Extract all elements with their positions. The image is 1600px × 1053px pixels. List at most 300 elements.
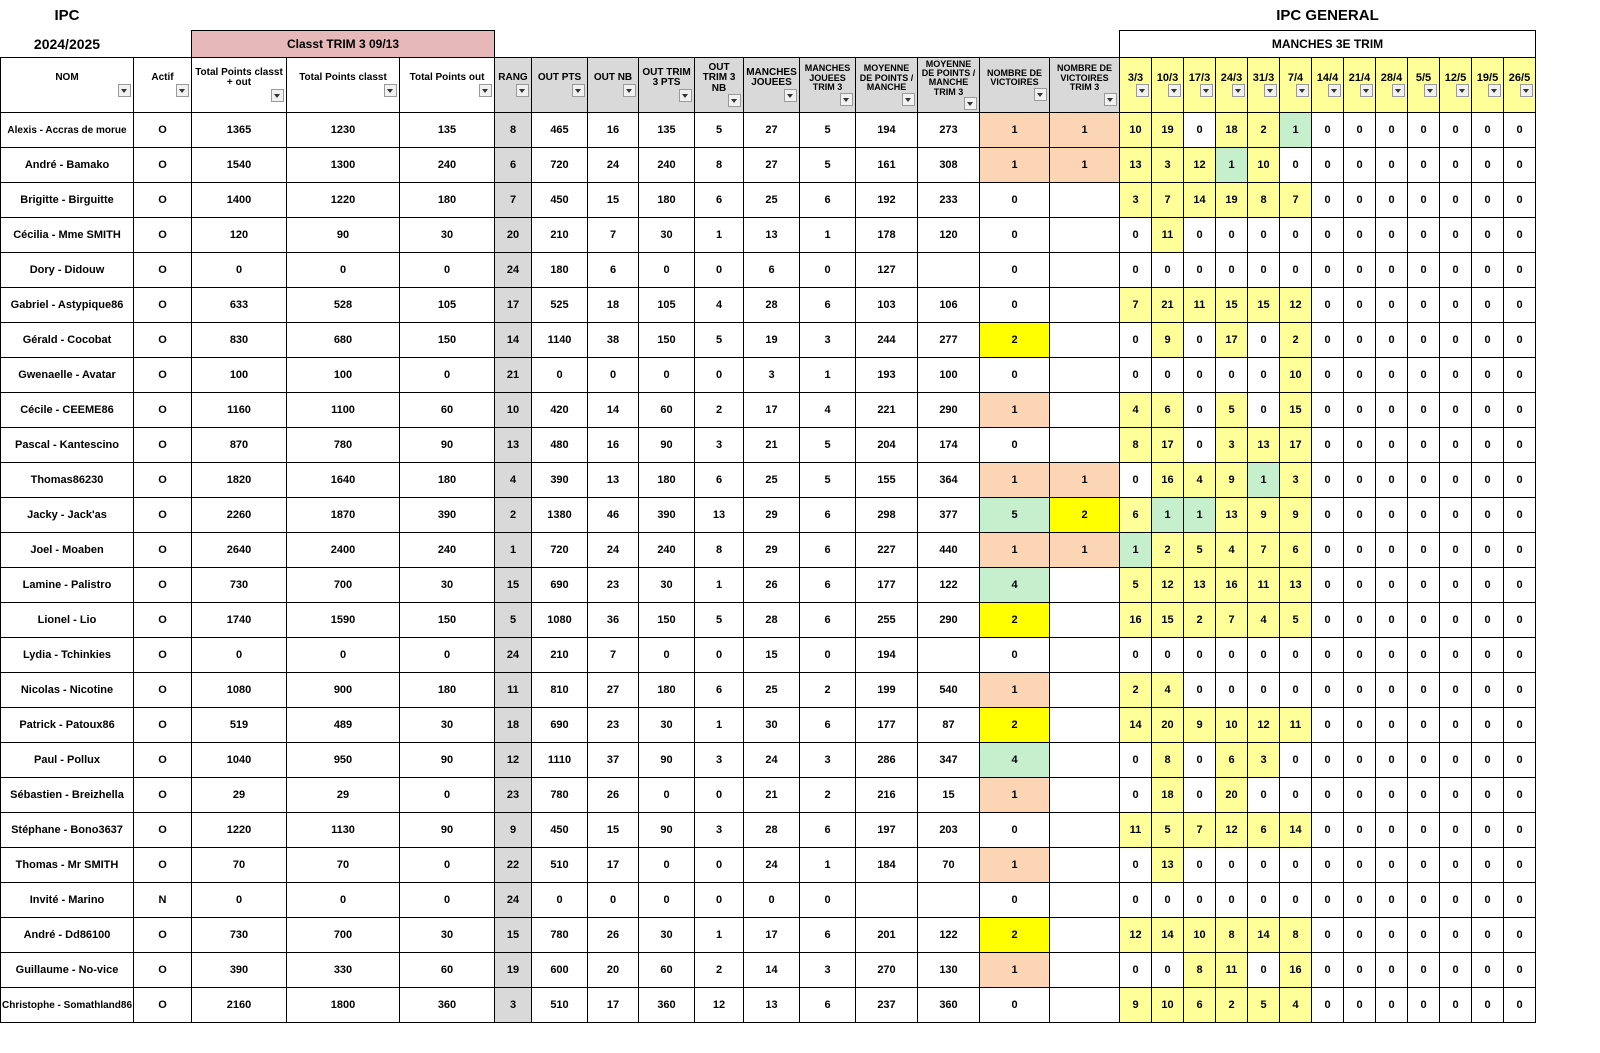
cell-total-points-classt: 528 — [287, 288, 400, 323]
cell-out-nb: 14 — [588, 393, 639, 428]
cell-actif: O — [134, 463, 192, 498]
col-header-moyenne-points-manche[interactable] — [856, 57, 918, 113]
cell-out-trim3-pts: 180 — [639, 673, 695, 708]
col-header-out-nb[interactable] — [588, 57, 639, 113]
filter-icon[interactable] — [679, 89, 692, 102]
cell-manches-jouees-trim3: 3 — [800, 743, 856, 778]
cell-manche-31-3: 8 — [1248, 183, 1280, 218]
cell-manche-19-5: 0 — [1472, 148, 1504, 183]
cell-manche-5-5: 0 — [1408, 428, 1440, 463]
cell-out-pts: 510 — [532, 848, 588, 883]
cell-nombre-victoires: 4 — [980, 568, 1050, 603]
cell-moyenne-points-manche-trim3: 377 — [918, 498, 980, 533]
col-header-label: OUT TRIM 3 NB — [702, 61, 736, 94]
cell-manche-21-4: 0 — [1344, 603, 1376, 638]
filter-icon[interactable] — [572, 84, 585, 97]
col-header-total-points-out[interactable] — [400, 57, 495, 113]
filter-icon[interactable] — [1104, 93, 1117, 106]
cell-manche-24-3: 16 — [1216, 568, 1248, 603]
cell-manche-24-3: 4 — [1216, 533, 1248, 568]
cell-manche-21-4: 0 — [1344, 183, 1376, 218]
cell-out-pts: 390 — [532, 463, 588, 498]
cell-total-points-classt: 1870 — [287, 498, 400, 533]
filter-icon[interactable] — [1200, 84, 1213, 97]
cell-out-pts: 1110 — [532, 743, 588, 778]
col-header-date-19-5[interactable] — [1472, 57, 1504, 113]
cell-out-nb: 13 — [588, 463, 639, 498]
date-label: 17/3 — [1188, 72, 1211, 85]
cell-nombre-victoires-trim3 — [1050, 253, 1120, 288]
cell-manche-17-3: 5 — [1184, 533, 1216, 568]
cell-out-trim3-nb: 12 — [695, 988, 744, 1023]
col-header-total-points-classt[interactable] — [287, 57, 400, 113]
cell-out-nb: 24 — [588, 533, 639, 568]
cell-manche-10-3: 11 — [1152, 218, 1184, 253]
table-row — [1, 603, 1536, 638]
cell-out-trim3-nb: 5 — [695, 323, 744, 358]
cell-moyenne-points-manche: 178 — [856, 218, 918, 253]
filter-icon[interactable] — [1264, 84, 1277, 97]
filter-icon[interactable] — [118, 84, 131, 97]
cell-total-points-classt: 70 — [287, 848, 400, 883]
cell-out-trim3-pts: 0 — [639, 358, 695, 393]
cell-out-trim3-pts: 390 — [639, 498, 695, 533]
cell-manches-jouees-trim3: 6 — [800, 603, 856, 638]
table-row — [1, 463, 1536, 498]
col-header-date-26-5[interactable] — [1504, 57, 1536, 113]
cell-manche-7-4: 14 — [1280, 813, 1312, 848]
filter-icon[interactable] — [1520, 84, 1533, 97]
col-header-nom[interactable] — [1, 57, 134, 113]
cell-moyenne-points-manche: 204 — [856, 428, 918, 463]
cell-out-nb: 0 — [588, 358, 639, 393]
cell-moyenne-points-manche: 192 — [856, 183, 918, 218]
col-header-date-7-4[interactable] — [1280, 57, 1312, 113]
cell-manche-5-5: 0 — [1408, 498, 1440, 533]
cell-moyenne-points-manche-trim3 — [918, 883, 980, 918]
cell-moyenne-points-manche-trim3: 277 — [918, 323, 980, 358]
cell-manches-jouees: 27 — [744, 148, 800, 183]
cell-total-points-classt-out: 2260 — [192, 498, 287, 533]
cell-manche-24-3: 0 — [1216, 253, 1248, 288]
cell-out-trim3-pts: 0 — [639, 638, 695, 673]
cell-total-points-out: 90 — [400, 743, 495, 778]
cell-total-points-out: 0 — [400, 358, 495, 393]
cell-manche-31-3: 0 — [1248, 358, 1280, 393]
cell-actif: O — [134, 358, 192, 393]
cell-total-points-classt-out: 1220 — [192, 813, 287, 848]
cell-manche-17-3: 8 — [1184, 953, 1216, 988]
cell-manche-7-4: 3 — [1280, 463, 1312, 498]
cell-manches-jouees: 17 — [744, 393, 800, 428]
player-name: Patrick - Patoux86 — [1, 708, 134, 743]
cell-manche-28-4: 0 — [1376, 358, 1408, 393]
cell-nombre-victoires: 2 — [980, 603, 1050, 638]
cell-actif: O — [134, 638, 192, 673]
cell-out-trim3-nb: 4 — [695, 288, 744, 323]
filter-icon[interactable] — [784, 89, 797, 102]
col-header-date-3-3[interactable] — [1120, 57, 1152, 113]
cell-manche-14-4: 0 — [1312, 918, 1344, 953]
cell-manche-26-5: 0 — [1504, 918, 1536, 953]
cell-manche-12-5: 0 — [1440, 253, 1472, 288]
cell-moyenne-points-manche: 255 — [856, 603, 918, 638]
cell-manche-7-4: 13 — [1280, 568, 1312, 603]
filter-icon[interactable] — [1424, 84, 1437, 97]
player-name: Nicolas - Nicotine — [1, 673, 134, 708]
cell-manche-7-4: 16 — [1280, 953, 1312, 988]
player-name: André - Dd86100 — [1, 918, 134, 953]
cell-manche-5-5: 0 — [1408, 183, 1440, 218]
cell-manche-21-4: 0 — [1344, 218, 1376, 253]
cell-nombre-victoires: 0 — [980, 428, 1050, 463]
cell-manche-10-3: 19 — [1152, 113, 1184, 148]
cell-total-points-classt-out: 70 — [192, 848, 287, 883]
cell-nombre-victoires-trim3 — [1050, 393, 1120, 428]
cell-manche-14-4: 0 — [1312, 148, 1344, 183]
cell-out-nb: 16 — [588, 428, 639, 463]
col-header-out-trim3-nb[interactable] — [695, 57, 744, 113]
cell-actif: O — [134, 848, 192, 883]
cell-manche-31-3: 0 — [1248, 673, 1280, 708]
cell-manche-31-3: 6 — [1248, 813, 1280, 848]
cell-total-points-out: 90 — [400, 813, 495, 848]
cell-actif: O — [134, 708, 192, 743]
cell-total-points-classt: 0 — [287, 253, 400, 288]
cell-manche-10-3: 0 — [1152, 358, 1184, 393]
cell-manche-10-3: 5 — [1152, 813, 1184, 848]
cell-manche-21-4: 0 — [1344, 253, 1376, 288]
cell-manche-12-5: 0 — [1440, 918, 1472, 953]
cell-manche-3-3: 9 — [1120, 988, 1152, 1023]
cell-out-trim3-nb: 1 — [695, 568, 744, 603]
filter-icon[interactable] — [1488, 84, 1501, 97]
date-label: 24/3 — [1220, 72, 1243, 85]
col-header-date-31-3[interactable] — [1248, 57, 1280, 113]
cell-manche-31-3: 14 — [1248, 918, 1280, 953]
cell-actif: O — [134, 113, 192, 148]
cell-manches-jouees: 24 — [744, 743, 800, 778]
cell-out-pts: 600 — [532, 953, 588, 988]
cell-manche-17-3: 0 — [1184, 848, 1216, 883]
filter-icon[interactable] — [1136, 84, 1149, 97]
cell-manche-10-3: 15 — [1152, 603, 1184, 638]
cell-manche-14-4: 0 — [1312, 778, 1344, 813]
cell-manche-26-5: 0 — [1504, 113, 1536, 148]
cell-total-points-classt: 2400 — [287, 533, 400, 568]
cell-moyenne-points-manche: 199 — [856, 673, 918, 708]
cell-manche-14-4: 0 — [1312, 218, 1344, 253]
cell-total-points-classt: 29 — [287, 778, 400, 813]
date-label: 5/5 — [1415, 72, 1432, 85]
cell-nombre-victoires: 0 — [980, 813, 1050, 848]
table-row — [1, 778, 1536, 813]
filter-icon[interactable] — [479, 84, 492, 97]
cell-total-points-out: 135 — [400, 113, 495, 148]
player-name: Cécile - CEEME86 — [1, 393, 134, 428]
col-header-manches-jouees[interactable] — [744, 57, 800, 113]
cell-manche-14-4: 0 — [1312, 358, 1344, 393]
cell-manche-24-3: 11 — [1216, 953, 1248, 988]
cell-manche-31-3: 2 — [1248, 113, 1280, 148]
cell-manches-jouees: 28 — [744, 813, 800, 848]
col-header-label: MANCHES JOUEES — [746, 66, 797, 89]
filter-icon[interactable] — [1456, 84, 1469, 97]
cell-moyenne-points-manche-trim3: 290 — [918, 603, 980, 638]
cell-actif: O — [134, 953, 192, 988]
cell-manche-5-5: 0 — [1408, 953, 1440, 988]
cell-manche-7-4: 17 — [1280, 428, 1312, 463]
spacer — [495, 0, 1120, 31]
cell-out-trim3-pts: 0 — [639, 883, 695, 918]
cell-manches-jouees: 14 — [744, 953, 800, 988]
cell-moyenne-points-manche-trim3: 70 — [918, 848, 980, 883]
cell-manches-jouees-trim3: 0 — [800, 638, 856, 673]
cell-moyenne-points-manche: 244 — [856, 323, 918, 358]
col-header-rang[interactable] — [495, 57, 532, 113]
filter-icon[interactable] — [1034, 88, 1047, 101]
col-header-actif[interactable] — [134, 57, 192, 113]
cell-out-trim3-nb: 6 — [695, 183, 744, 218]
filter-icon[interactable] — [1328, 84, 1341, 97]
col-header-date-10-3[interactable] — [1152, 57, 1184, 113]
cell-total-points-out: 150 — [400, 323, 495, 358]
player-name: Paul - Pollux — [1, 743, 134, 778]
cell-manches-jouees: 27 — [744, 113, 800, 148]
cell-total-points-classt: 680 — [287, 323, 400, 358]
filter-icon[interactable] — [1296, 84, 1309, 97]
cell-manches-jouees: 6 — [744, 253, 800, 288]
cell-out-pts: 690 — [532, 568, 588, 603]
filter-icon[interactable] — [516, 84, 529, 97]
cell-manches-jouees-trim3: 5 — [800, 113, 856, 148]
cell-manche-10-3: 20 — [1152, 708, 1184, 743]
cell-rang: 24 — [495, 253, 532, 288]
col-header-date-17-3[interactable] — [1184, 57, 1216, 113]
cell-manche-31-3: 0 — [1248, 953, 1280, 988]
col-header-date-12-5[interactable] — [1440, 57, 1472, 113]
col-header-manches-jouees-trim3[interactable] — [800, 57, 856, 113]
cell-total-points-classt-out: 1040 — [192, 743, 287, 778]
player-name: Alexis - Accras de morue — [1, 113, 134, 148]
cell-manche-3-3: 1 — [1120, 533, 1152, 568]
filter-icon[interactable] — [840, 93, 853, 106]
table-row — [1, 848, 1536, 883]
cell-manches-jouees-trim3: 5 — [800, 463, 856, 498]
cell-out-nb: 17 — [588, 988, 639, 1023]
cell-manches-jouees-trim3: 3 — [800, 953, 856, 988]
cell-manche-5-5: 0 — [1408, 323, 1440, 358]
filter-icon[interactable] — [1392, 84, 1405, 97]
col-header-date-24-3[interactable] — [1216, 57, 1248, 113]
cell-manche-26-5: 0 — [1504, 428, 1536, 463]
cell-moyenne-points-manche: 193 — [856, 358, 918, 393]
cell-manches-jouees-trim3: 6 — [800, 813, 856, 848]
filter-icon[interactable] — [902, 93, 915, 106]
cell-moyenne-points-manche-trim3: 290 — [918, 393, 980, 428]
cell-out-nb: 26 — [588, 918, 639, 953]
cell-rang: 3 — [495, 988, 532, 1023]
cell-out-nb: 20 — [588, 953, 639, 988]
cell-rang: 23 — [495, 778, 532, 813]
cell-manche-17-3: 0 — [1184, 638, 1216, 673]
cell-manche-26-5: 0 — [1504, 568, 1536, 603]
cell-nombre-victoires-trim3 — [1050, 358, 1120, 393]
col-header-date-5-5[interactable] — [1408, 57, 1440, 113]
cell-manche-19-5: 0 — [1472, 358, 1504, 393]
cell-manche-7-4: 10 — [1280, 358, 1312, 393]
col-header-nombre-victoires-trim3[interactable] — [1050, 57, 1120, 113]
cell-manche-12-5: 0 — [1440, 813, 1472, 848]
cell-moyenne-points-manche: 155 — [856, 463, 918, 498]
cell-out-pts: 780 — [532, 918, 588, 953]
cell-nombre-victoires: 2 — [980, 918, 1050, 953]
cell-manche-10-3: 0 — [1152, 953, 1184, 988]
cell-total-points-classt-out: 1400 — [192, 183, 287, 218]
cell-total-points-classt: 0 — [287, 638, 400, 673]
filter-icon[interactable] — [1360, 84, 1373, 97]
cell-total-points-classt: 700 — [287, 568, 400, 603]
col-header-out-pts[interactable] — [532, 57, 588, 113]
cell-manches-jouees-trim3: 0 — [800, 883, 856, 918]
cell-manche-24-3: 13 — [1216, 498, 1248, 533]
cell-moyenne-points-manche: 177 — [856, 568, 918, 603]
cell-manche-12-5: 0 — [1440, 218, 1472, 253]
cell-manches-jouees: 30 — [744, 708, 800, 743]
cell-manche-7-4: 11 — [1280, 708, 1312, 743]
cell-manche-12-5: 0 — [1440, 358, 1472, 393]
cell-manche-7-4: 8 — [1280, 918, 1312, 953]
cell-manche-19-5: 0 — [1472, 778, 1504, 813]
cell-total-points-out: 0 — [400, 883, 495, 918]
cell-rang: 21 — [495, 358, 532, 393]
cell-manche-17-3: 7 — [1184, 813, 1216, 848]
cell-out-pts: 0 — [532, 358, 588, 393]
cell-manche-7-4: 0 — [1280, 883, 1312, 918]
cell-rang: 13 — [495, 428, 532, 463]
col-header-moyenne-points-manche-trim3[interactable] — [918, 57, 980, 113]
cell-manche-24-3: 6 — [1216, 743, 1248, 778]
cell-actif: O — [134, 778, 192, 813]
cell-manche-17-3: 0 — [1184, 428, 1216, 463]
cell-out-trim3-nb: 2 — [695, 393, 744, 428]
cell-manche-28-4: 0 — [1376, 568, 1408, 603]
cell-total-points-out: 390 — [400, 498, 495, 533]
cell-out-nb: 36 — [588, 603, 639, 638]
cell-manche-12-5: 0 — [1440, 428, 1472, 463]
cell-manche-21-4: 0 — [1344, 498, 1376, 533]
cell-manche-10-3: 8 — [1152, 743, 1184, 778]
cell-manche-17-3: 0 — [1184, 113, 1216, 148]
cell-out-pts: 420 — [532, 393, 588, 428]
cell-nombre-victoires-trim3 — [1050, 568, 1120, 603]
cell-manche-28-4: 0 — [1376, 428, 1408, 463]
cell-manche-10-3: 0 — [1152, 253, 1184, 288]
cell-manche-28-4: 0 — [1376, 288, 1408, 323]
cell-manches-jouees: 15 — [744, 638, 800, 673]
cell-manche-26-5: 0 — [1504, 708, 1536, 743]
cell-total-points-out: 0 — [400, 253, 495, 288]
table-row — [1, 953, 1536, 988]
cell-manche-19-5: 0 — [1472, 743, 1504, 778]
col-header-date-28-4[interactable] — [1376, 57, 1408, 113]
cell-total-points-classt: 1640 — [287, 463, 400, 498]
table-row — [1, 918, 1536, 953]
cell-total-points-out: 150 — [400, 603, 495, 638]
cell-manche-17-3: 0 — [1184, 673, 1216, 708]
player-name: Brigitte - Birguitte — [1, 183, 134, 218]
cell-manches-jouees-trim3: 6 — [800, 183, 856, 218]
cell-total-points-classt-out: 1820 — [192, 463, 287, 498]
cell-manche-3-3: 0 — [1120, 323, 1152, 358]
cell-total-points-classt-out: 633 — [192, 288, 287, 323]
cell-moyenne-points-manche-trim3: 233 — [918, 183, 980, 218]
filter-icon[interactable] — [964, 97, 977, 110]
filter-icon[interactable] — [176, 84, 189, 97]
cell-actif: O — [134, 673, 192, 708]
cell-manche-21-4: 0 — [1344, 533, 1376, 568]
cell-nombre-victoires-trim3 — [1050, 848, 1120, 883]
cell-out-trim3-pts: 90 — [639, 813, 695, 848]
filter-icon[interactable] — [1232, 84, 1245, 97]
cell-manche-19-5: 0 — [1472, 848, 1504, 883]
cell-out-pts: 810 — [532, 673, 588, 708]
cell-manche-3-3: 12 — [1120, 918, 1152, 953]
cell-out-trim3-nb: 0 — [695, 253, 744, 288]
col-header-nombre-victoires[interactable] — [980, 57, 1050, 113]
player-name: Gérald - Cocobat — [1, 323, 134, 358]
cell-out-nb: 23 — [588, 708, 639, 743]
filter-icon[interactable] — [384, 84, 397, 97]
filter-icon[interactable] — [623, 84, 636, 97]
cell-manche-28-4: 0 — [1376, 113, 1408, 148]
cell-manche-12-5: 0 — [1440, 638, 1472, 673]
cell-total-points-out: 0 — [400, 778, 495, 813]
cell-nombre-victoires-trim3 — [1050, 218, 1120, 253]
cell-moyenne-points-manche — [856, 883, 918, 918]
col-header-date-14-4[interactable] — [1312, 57, 1344, 113]
cell-out-nb: 15 — [588, 813, 639, 848]
cell-manche-31-3: 0 — [1248, 638, 1280, 673]
cell-manche-24-3: 0 — [1216, 638, 1248, 673]
cell-nombre-victoires-trim3 — [1050, 813, 1120, 848]
cell-manche-26-5: 0 — [1504, 533, 1536, 568]
cell-manche-28-4: 0 — [1376, 848, 1408, 883]
cell-manches-jouees-trim3: 6 — [800, 988, 856, 1023]
cell-nombre-victoires: 0 — [980, 638, 1050, 673]
col-header-total-points-classt-out[interactable] — [192, 57, 287, 113]
cell-actif: O — [134, 498, 192, 533]
filter-icon[interactable] — [271, 89, 284, 102]
cell-manche-3-3: 0 — [1120, 848, 1152, 883]
cell-manche-5-5: 0 — [1408, 673, 1440, 708]
cell-manche-10-3: 13 — [1152, 848, 1184, 883]
cell-out-nb: 46 — [588, 498, 639, 533]
cell-manche-26-5: 0 — [1504, 218, 1536, 253]
cell-manche-28-4: 0 — [1376, 393, 1408, 428]
filter-icon[interactable] — [728, 94, 741, 107]
cell-manche-24-3: 2 — [1216, 988, 1248, 1023]
cell-manche-7-4: 0 — [1280, 253, 1312, 288]
col-header-out-trim3-pts[interactable] — [639, 57, 695, 113]
cell-manche-17-3: 0 — [1184, 323, 1216, 358]
cell-manche-31-3: 0 — [1248, 393, 1280, 428]
cell-total-points-classt: 0 — [287, 883, 400, 918]
col-header-date-21-4[interactable] — [1344, 57, 1376, 113]
filter-icon[interactable] — [1168, 84, 1181, 97]
cell-nombre-victoires-trim3 — [1050, 673, 1120, 708]
cell-nombre-victoires: 1 — [980, 393, 1050, 428]
